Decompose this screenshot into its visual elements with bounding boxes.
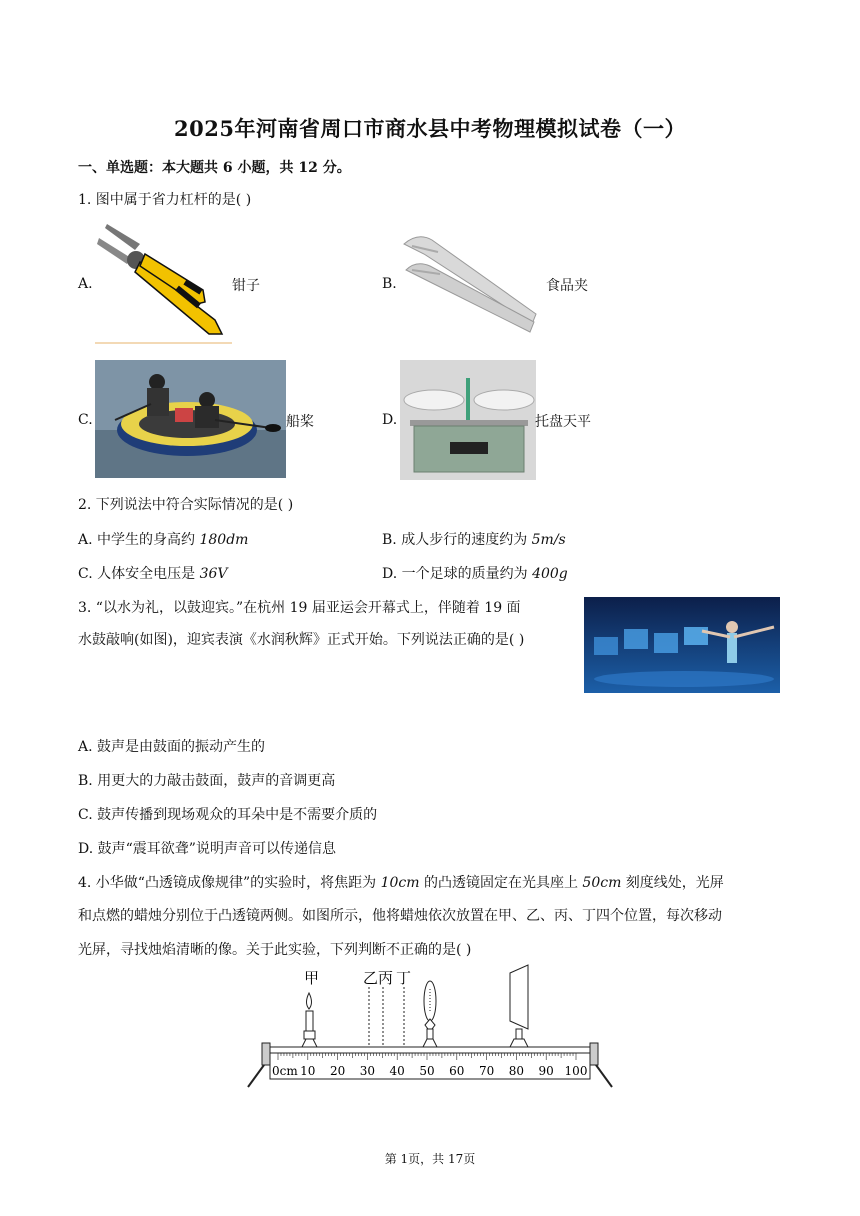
q4-line2: 和点燃的蜡烛分别位于凸透镜两侧。如图所示，他将蜡烛依次放置在甲、乙、丙、丁四个位置，每次移动	[78, 908, 722, 924]
q4-line1-c: 刻度线处，光屏	[621, 875, 724, 891]
q3-option-c: C. 鼓声传播到现场观众的耳朵中是不需要介质的	[78, 807, 378, 823]
q4-line3: 光屏，寻找烛焰清晰的像。关于此实验，下列判断不正确的是( )	[78, 942, 472, 958]
q1-option-d-label: 托盘天平	[535, 414, 591, 430]
scale-label: 50	[419, 1064, 435, 1078]
scale-label: 0cm	[272, 1064, 298, 1078]
scale-label: 70	[478, 1064, 495, 1078]
q4-line1-a: 4. 小华做“凸透镜成像规律”的实验时，将焦距为	[78, 875, 381, 891]
q2-option-c	[78, 564, 228, 584]
q1-option-d-letter: D.	[382, 412, 398, 428]
water-drum-performance-image	[584, 597, 780, 693]
q2-option-a	[78, 530, 248, 550]
food-tongs-image	[398, 230, 546, 334]
q3-option-b: B. 用更大的力敲击鼓面，鼓声的音调更高	[78, 773, 336, 789]
scale-label: 60	[449, 1064, 465, 1078]
scale-label: 100	[564, 1064, 588, 1078]
optical-bench-figure	[246, 963, 616, 1093]
scale-label: 10	[300, 1064, 316, 1078]
q2-option-b-math: 5m/s	[531, 532, 566, 548]
q1-option-b-letter: B.	[382, 276, 397, 292]
position-label-ding: 丁	[396, 969, 412, 987]
q3-option-d: D. 鼓声“震耳欲聋”说明声音可以传递信息	[78, 841, 336, 857]
q2-option-c-math: 36V	[199, 566, 228, 582]
q2-option-a-math: 180dm	[199, 532, 249, 548]
position-label-bing: 丙	[378, 969, 394, 987]
q3-stem-line2: 水鼓敲响(如图)，迎宾表演《水润秋辉》正式开始。下列说法正确的是( )	[78, 632, 525, 648]
q2-option-b-text: B. 成人步行的速度约为	[382, 532, 532, 548]
q2-option-d-math: 400g	[532, 566, 568, 582]
scale-label: 20	[329, 1064, 346, 1078]
scale-label: 80	[508, 1064, 525, 1078]
q2-option-d-text: D. 一个足球的质量约为	[382, 566, 533, 582]
q2-option-d	[382, 564, 568, 584]
q3-stem-line1: 3. “以水为礼，以鼓迎宾。”在杭州 19 届亚运会开幕式上，伴随着 19 面	[78, 600, 521, 616]
q3-option-a: A. 鼓声是由鼓面的振动产生的	[78, 739, 266, 755]
pliers-image	[95, 222, 235, 346]
q4-focal-length: 10cm	[380, 875, 420, 891]
section-heading: 一、单选题：本大题共 6 小题，共 12 分。	[78, 160, 351, 176]
q4-line1-b: 的凸透镜固定在光具座上	[419, 875, 583, 891]
q1-option-b-label: 食品夹	[546, 278, 588, 294]
scale-label: 40	[389, 1064, 405, 1078]
q1-option-c-label: 船桨	[286, 414, 314, 430]
balance-scale-image	[400, 360, 536, 480]
q4-lens-position: 50cm	[582, 875, 622, 891]
q1-option-c-letter: C.	[78, 412, 93, 428]
q2-option-a-text: A. 中学生的身高约	[78, 532, 200, 548]
position-label-yi: 乙	[363, 969, 379, 987]
q1-option-a-letter: A.	[78, 276, 93, 292]
scale-label: 90	[538, 1064, 554, 1078]
page-footer: 第 1页，共 17页	[384, 1152, 476, 1166]
q1-option-a-label: 钳子	[232, 278, 260, 294]
q1-stem: 1. 图中属于省力杠杆的是( )	[78, 192, 252, 208]
scale-label: 30	[359, 1064, 376, 1078]
position-label-jia: 甲	[304, 969, 320, 987]
q2-stem: 2. 下列说法中符合实际情况的是( )	[78, 497, 294, 513]
raft-paddle-image	[95, 360, 286, 478]
page-title: 2025年河南省周口市商水县中考物理模拟试卷（一）	[174, 116, 686, 141]
q2-option-b	[382, 530, 566, 550]
q4-line1	[78, 873, 724, 893]
q2-option-c-text: C. 人体安全电压是	[78, 566, 200, 582]
